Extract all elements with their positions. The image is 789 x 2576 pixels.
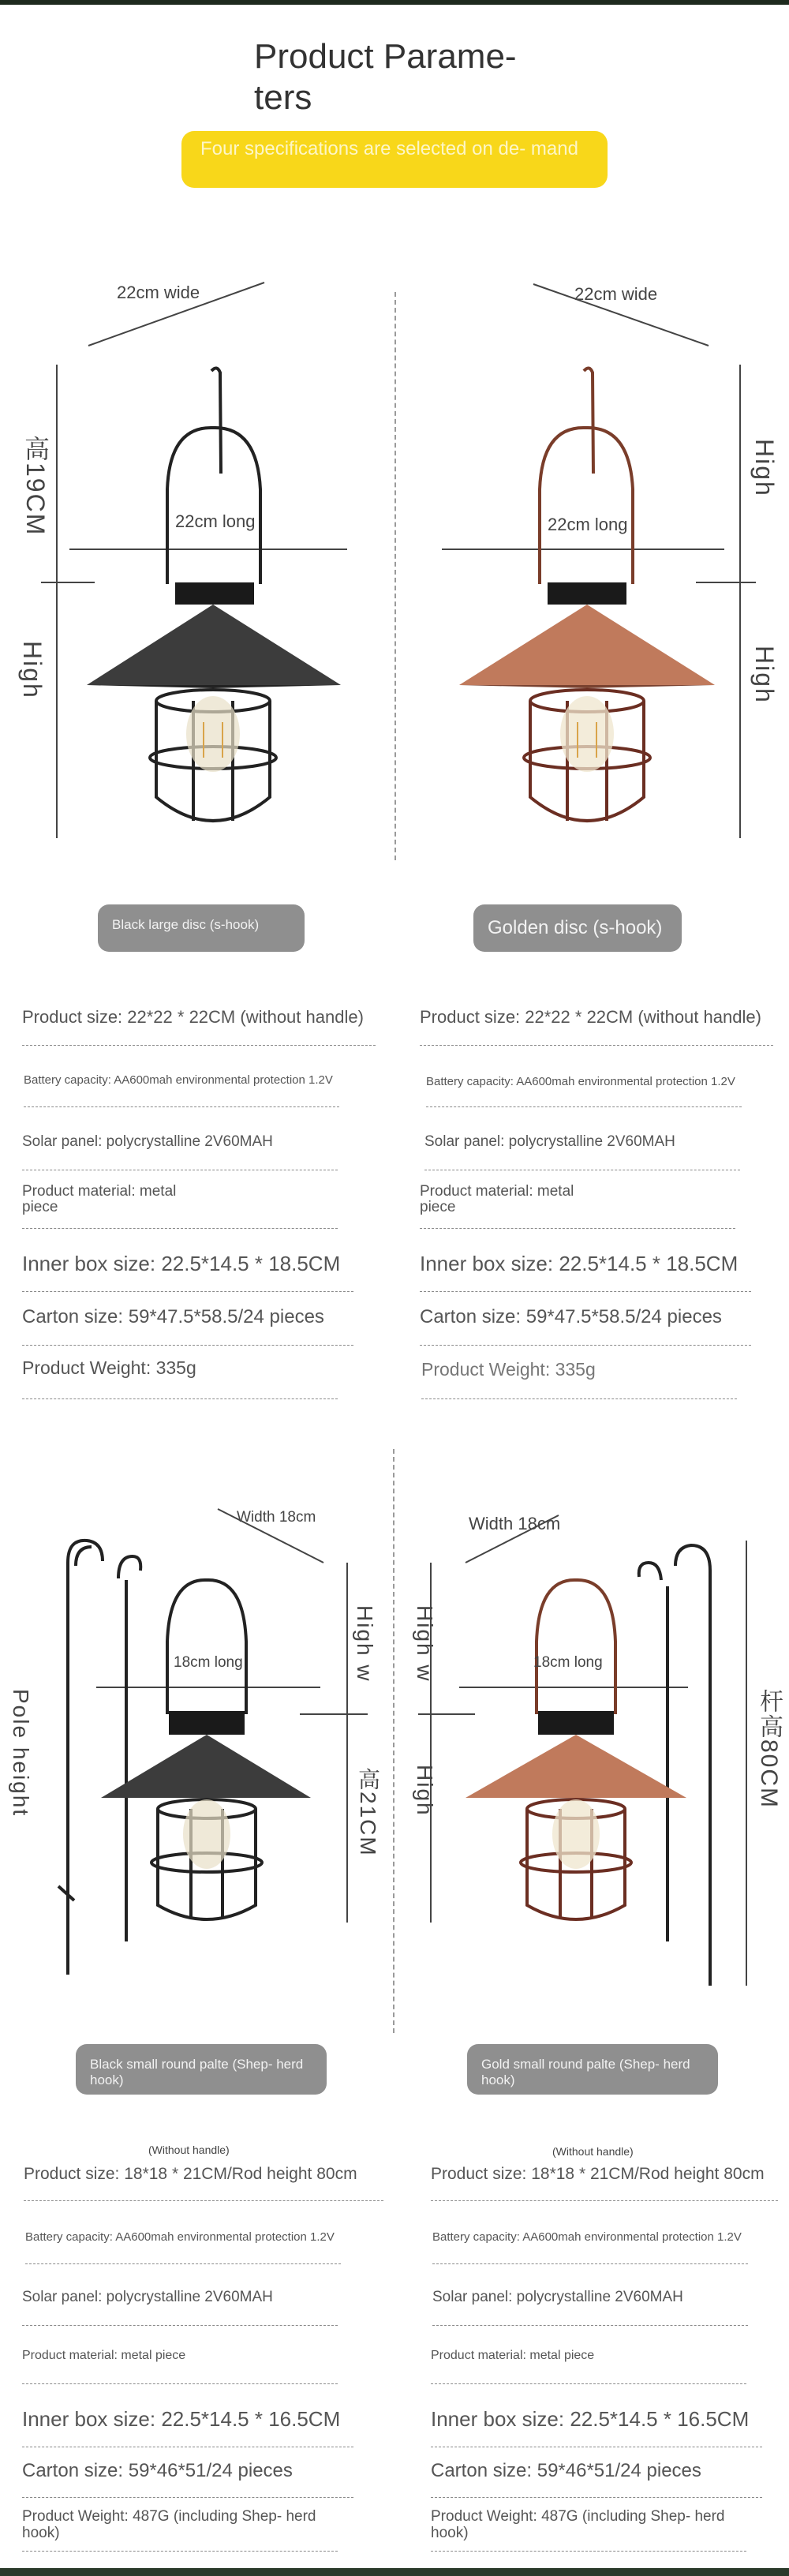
r2-spec-solar: Solar panel: polycrystalline 2V60MAH xyxy=(432,2289,683,2305)
divider xyxy=(431,2200,778,2201)
left2-length-label: 18cm long xyxy=(174,1654,243,1671)
l2-handle-note: (Without handle) xyxy=(148,2144,230,2156)
r1-spec-carton: Carton size: 59*47.5*58.5/24 pieces xyxy=(420,1306,722,1327)
l2-spec-battery: Battery capacity: AA600mah environmental protection 1.2V xyxy=(25,2230,335,2244)
variant-button-black-large-label: Black large disc (s-hook) xyxy=(112,917,260,932)
left2-width-label: Width 18cm xyxy=(237,1509,316,1526)
r2-spec-inner-box: Inner box size: 22.5*14.5 * 16.5CM xyxy=(431,2407,750,2431)
l2-spec-size: Product size: 18*18 * 21CM/Rod height 80cm xyxy=(24,2165,357,2183)
l1-spec-size: Product size: 22*22 * 22CM (without handle) xyxy=(22,1007,364,1027)
left1-high-label: High xyxy=(18,641,47,699)
divider xyxy=(431,2551,746,2552)
l2-spec-material: Product material: metal piece xyxy=(22,2349,186,2362)
right2-length-label: 18cm long xyxy=(533,1654,603,1671)
divider xyxy=(25,2263,341,2264)
l1-spec-battery: Battery capacity: AA600mah environmental protection 1.2V xyxy=(24,1073,333,1087)
r1-spec-weight: Product Weight: 335g xyxy=(421,1359,596,1380)
right2-high-w: High w xyxy=(413,1605,437,1683)
right2-high-label: High xyxy=(413,1765,437,1817)
r2-spec-carton: Carton size: 59*46*51/24 pieces xyxy=(431,2460,701,2481)
right1-high-bottom: High xyxy=(750,646,779,704)
r1-spec-material: Product material: metal piece xyxy=(420,1183,574,1215)
r2-spec-material: Product material: metal piece xyxy=(431,2349,595,2362)
r2-spec-battery: Battery capacity: AA600mah environmental protection 1.2V xyxy=(432,2230,742,2244)
divider xyxy=(431,2497,762,2498)
divider xyxy=(22,2497,353,2498)
r2-spec-weight: Product Weight: 487G (including Shep- herd hook) xyxy=(431,2508,725,2541)
r2-handle-note: (Without handle) xyxy=(552,2145,634,2158)
l2-spec-carton: Carton size: 59*46*51/24 pieces xyxy=(22,2460,293,2481)
divider xyxy=(22,2325,338,2326)
r1-spec-inner-box: Inner box size: 22.5*14.5 * 18.5CM xyxy=(420,1252,739,1275)
l2-spec-solar: Solar panel: polycrystalline 2V60MAH xyxy=(22,2289,273,2305)
l2-spec-weight: Product Weight: 487G (including Shep- herd hook) xyxy=(22,2508,316,2541)
l1-spec-weight: Product Weight: 335g xyxy=(22,1357,196,1378)
left1-width-label: 22cm wide xyxy=(117,283,200,302)
r1-spec-battery: Battery capacity: AA600mah environmental protection 1.2V xyxy=(426,1075,735,1088)
left1-height-cn: 高19CM xyxy=(21,436,50,537)
variant-button-black-small[interactable] xyxy=(76,2044,327,2095)
right1-high-top: High xyxy=(750,439,779,497)
l1-spec-carton: Carton size: 59*47.5*58.5/24 pieces xyxy=(22,1306,324,1327)
divider xyxy=(432,2263,748,2264)
l1-spec-inner-box: Inner box size: 22.5*14.5 * 18.5CM xyxy=(22,1252,341,1275)
divider xyxy=(22,2383,338,2384)
subtitle-text: Four specifications are selected on de- mand xyxy=(200,138,578,159)
divider xyxy=(24,2200,383,2201)
bottom-edge-bar xyxy=(0,2568,789,2576)
divider xyxy=(431,2383,746,2384)
right1-length-label: 22cm long xyxy=(548,515,628,534)
page-title: Product Parame- ters xyxy=(254,37,517,117)
right2-rod-cn: 杆高80CM xyxy=(756,1689,782,1810)
r2-spec-size: Product size: 18*18 * 21CM/Rod height 80cm xyxy=(431,2165,765,2183)
l1-spec-solar: Solar panel: polycrystalline 2V60MAH xyxy=(22,1133,273,1150)
right2-width-label: Width 18cm xyxy=(469,1514,561,1533)
l1-spec-material: Product material: metal piece xyxy=(22,1183,177,1215)
right1-width-label: 22cm wide xyxy=(574,284,658,304)
variant-button-gold-small[interactable] xyxy=(467,2044,718,2095)
r1-spec-size: Product size: 22*22 * 22CM (without handle) xyxy=(420,1007,761,1027)
divider xyxy=(432,2325,748,2326)
r1-spec-solar: Solar panel: polycrystalline 2V60MAH xyxy=(424,1133,675,1150)
variant-button-black-small-label: Black small round palte (Shep- herd hook) xyxy=(90,2057,304,2087)
variant-button-golden-disc-label: Golden disc (s-hook) xyxy=(488,917,663,938)
left2-pole-label: Pole height xyxy=(9,1689,33,1818)
left1-length-label: 22cm long xyxy=(175,511,256,531)
l2-spec-inner-box: Inner box size: 22.5*14.5 * 16.5CM xyxy=(22,2407,341,2431)
divider xyxy=(22,2551,338,2552)
left2-height-cn: 高21CM xyxy=(356,1768,380,1857)
variant-button-gold-small-label: Gold small round palte (Shep- herd hook) xyxy=(481,2057,690,2087)
left2-high-w: High w xyxy=(353,1605,377,1683)
